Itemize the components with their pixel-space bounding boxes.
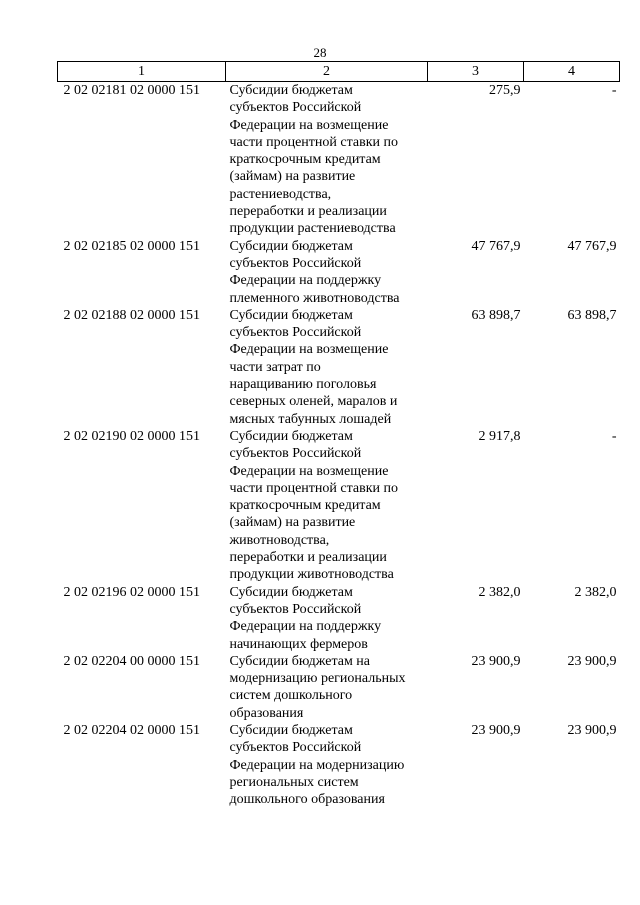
budget-item-name [226,653,428,722]
amount-col-3: 275,9 [489,83,521,98]
amount-col-3: 63 898,7 [471,307,521,323]
budget-item-name-line: начинающих фермеров [229,636,368,652]
budget-item-name-line: краткосрочным кредитам [229,498,381,514]
budget-item-name-line: Субсидии бюджетам [229,584,353,600]
budget-item-name-line: части процентной ставки по [229,134,398,150]
budget-item-name-line: Федерации на возмещение [229,342,389,358]
amount-col-4: 23 900,9 [567,653,617,669]
budget-item-name-line: субъектов Российской [229,601,362,617]
table-body [58,82,620,809]
budget-item-name-line: мясных табунных лошадей [229,411,392,427]
budget-item-name [226,428,428,584]
budget-item-name-line: продукции растениеводства [229,221,396,237]
budget-item-name-line: переработки и реализации [229,550,387,566]
budget-code: 2 02 02188 02 0000 151 [63,307,200,323]
budget-item-name-line: Субсидии бюджетам [229,722,353,738]
amount-col-3: 47 767,9 [471,238,521,254]
budget-item-name-line: наращиванию поголовья [229,377,377,393]
header-col-3: 3 [428,62,524,82]
budget-item-name-line: субъектов Российской [229,325,362,341]
amount-col-4: 47 767,9 [567,238,617,254]
budget-item-name-line: субъектов Российской [229,446,362,462]
table-row [58,307,620,428]
amount-col-3: 23 900,9 [471,653,521,669]
budget-item-name-line: образования [229,705,304,721]
amount-col-4: - [611,428,617,444]
budget-table [57,61,620,808]
budget-item-name-line: племенного животноводства [229,290,400,306]
header-col-2: 2 [226,62,428,82]
table-header [58,62,620,82]
budget-item-name-line: северных оленей, маралов и [229,394,398,410]
budget-code: 2 02 02181 02 0000 151 [63,83,200,98]
budget-item-name-line: Субсидии бюджетам [229,238,353,254]
header-row [58,62,620,82]
budget-item-name-line: продукции животноводства [229,567,394,583]
amount-col-4: 2 382,0 [574,584,617,600]
budget-item-name-line: (займам) на развитие [229,169,356,185]
header-col-4: 4 [524,62,620,82]
budget-item-name-line: Федерации на возмещение [229,117,389,133]
budget-item-name-line: Субсидии бюджетам [229,428,353,444]
page-number: 28 [313,45,327,60]
budget-item-name-line: животноводства, [229,532,330,548]
budget-item-name-line: растениеводства, [229,186,332,202]
amount-col-3: 2 917,8 [478,428,521,444]
budget-item-name-line: Федерации на поддержку [229,273,382,289]
header-col-1: 1 [58,62,226,82]
budget-item-name-line: краткосрочным кредитам [229,152,381,168]
budget-item-name-line: субъектов Российской [229,100,362,116]
budget-code: 2 02 02196 02 0000 151 [63,584,200,600]
table-row [58,238,620,307]
budget-item-name-line: субъектов Российской [229,255,362,271]
budget-item-name-line: модернизацию региональных [229,671,406,687]
table-row [58,428,620,584]
budget-item-name-line: субъектов Российской [229,740,362,756]
table-row [58,722,620,808]
budget-item-name-line: дошкольного образования [229,792,385,808]
budget-code: 2 02 02204 00 0000 151 [63,653,200,669]
table-row [58,584,620,653]
budget-item-name-line: переработки и реализации [229,204,387,220]
budget-item-name-line: (займам) на развитие [229,515,356,531]
table-row [58,82,620,238]
budget-item-name-line: систем дошкольного [229,688,353,704]
budget-item-name-line: Федерации на модернизацию [229,757,405,773]
budget-code: 2 02 02185 02 0000 151 [63,238,200,254]
budget-item-name-line: Федерации на поддержку [229,619,382,635]
budget-item-name-line: части затрат по [229,359,321,375]
budget-code: 2 02 02190 02 0000 151 [63,428,200,444]
budget-item-name [226,307,428,428]
amount-col-4: 23 900,9 [567,722,617,738]
budget-item-name [226,238,428,307]
budget-item-name-line: Федерации на возмещение [229,463,389,479]
budget-item-name-line: Субсидии бюджетам [229,307,353,323]
budget-item-name [226,584,428,653]
budget-item-name-line: Субсидии бюджетам на [229,653,371,669]
budget-code: 2 02 02204 02 0000 151 [63,722,200,738]
budget-item-name [226,82,428,238]
budget-item-name-line: части процентной ставки по [229,480,398,496]
budget-item-name-line: Субсидии бюджетам [229,83,353,98]
budget-item-name [226,722,428,808]
amount-col-3: 23 900,9 [471,722,521,738]
amount-col-4: - [611,83,617,98]
table-row [58,653,620,722]
amount-col-3: 2 382,0 [478,584,521,600]
budget-item-name-line: региональных систем [229,774,359,790]
amount-col-4: 63 898,7 [567,307,617,323]
